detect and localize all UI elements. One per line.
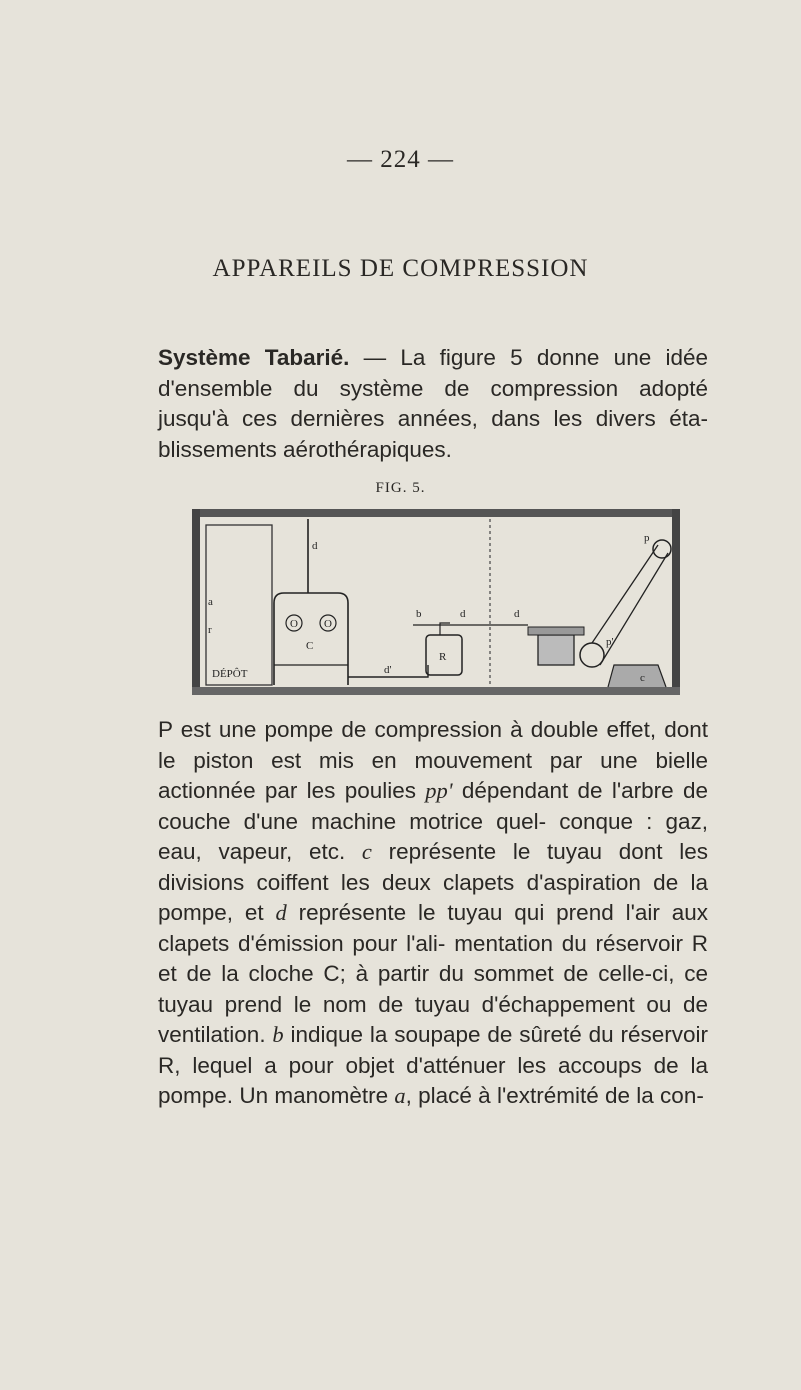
room-box xyxy=(206,525,272,685)
label-depot: DÉPÔT xyxy=(212,668,248,680)
motor-base xyxy=(608,665,666,687)
paragraph-description xyxy=(158,715,708,1112)
figure-diagram xyxy=(188,505,684,705)
pump-top xyxy=(528,627,584,635)
text-line: d'aspiration de la pompe, et xyxy=(158,869,708,925)
text-line: tuyau dont les divisions coiffent les deux clapets xyxy=(158,839,708,895)
text-italic: c xyxy=(361,839,372,864)
text-line: conque : gaz, eau, vapeur, etc. xyxy=(158,808,708,864)
text-line: P est une pompe de compression à double effet, xyxy=(158,717,657,742)
text-line: , placé à l'extrémité de la con- xyxy=(405,1083,704,1108)
text-line: objet d'atténuer les accoups de la pompe. xyxy=(158,1052,708,1108)
top-border xyxy=(192,509,680,517)
text-line: représente le tuyau xyxy=(286,900,503,925)
text-line: du sommet de celle-ci, ce tuyau prend le nom de xyxy=(158,961,708,1017)
text-line: Un manomètre xyxy=(239,1083,395,1108)
label-cloche-c: C xyxy=(306,640,314,652)
belt-lower xyxy=(600,553,668,665)
figure-caption: FIG. 5. xyxy=(375,480,426,496)
label-r: r xyxy=(208,624,212,636)
page-number: — 224 — xyxy=(347,146,454,173)
text-line: la soupape de sûreté du réservoir R, lequel a pour xyxy=(158,1022,708,1078)
label-d-prime: d' xyxy=(384,664,392,676)
label-a: a xyxy=(208,596,213,608)
pump-body xyxy=(538,635,574,665)
label-o2: O xyxy=(324,618,332,630)
text-italic: b xyxy=(272,1022,284,1047)
right-wall xyxy=(672,509,680,695)
paragraph-text: — La figure 5 donne une idée d'ensemble du système de compression adopté jusqu'à ces dernières années, dans les divers éta-blissements aérothérapiques. xyxy=(158,345,708,462)
section-heading: APPAREILS DE COMPRESSION xyxy=(212,255,589,282)
label-d-mid: d xyxy=(460,608,466,620)
label-o1: O xyxy=(290,618,298,630)
floor xyxy=(192,687,680,695)
text-italic: pp' xyxy=(425,778,453,803)
label-c-small: c xyxy=(640,672,645,684)
text-line: représente le xyxy=(371,839,531,864)
left-wall xyxy=(192,509,200,695)
text-line: indique xyxy=(283,1022,364,1047)
label-p: p xyxy=(644,532,650,544)
label-d-right: d xyxy=(514,608,520,620)
compression-system-diagram xyxy=(188,505,684,705)
paragraph-lead: Système Tabarié. xyxy=(158,345,350,370)
text-line: qui prend l'air aux clapets d'émission pour l'ali- xyxy=(158,900,708,956)
label-reservoir: R xyxy=(439,651,447,663)
text-line: l'arbre de couche d'une machine motrice quel- xyxy=(158,778,708,834)
text-italic: d xyxy=(275,900,287,925)
label-b: b xyxy=(416,608,422,620)
label-d-left: d xyxy=(312,540,318,552)
text-line: dépendant de xyxy=(452,778,603,803)
paragraph-intro xyxy=(158,343,708,465)
text-italic: a xyxy=(394,1083,406,1108)
text-line: dont le piston est mis en mouvement par une xyxy=(158,717,708,773)
label-p-prime: p' xyxy=(606,636,614,648)
cloche-shape xyxy=(274,593,348,685)
text-line: bielle actionnée par les poulies xyxy=(158,747,708,803)
belt-upper xyxy=(592,545,658,643)
text-line: tuyau d'échappement ou de ventilation. xyxy=(158,991,708,1047)
text-line: mentation du réservoir R et de la cloche C; à partir xyxy=(158,930,709,986)
